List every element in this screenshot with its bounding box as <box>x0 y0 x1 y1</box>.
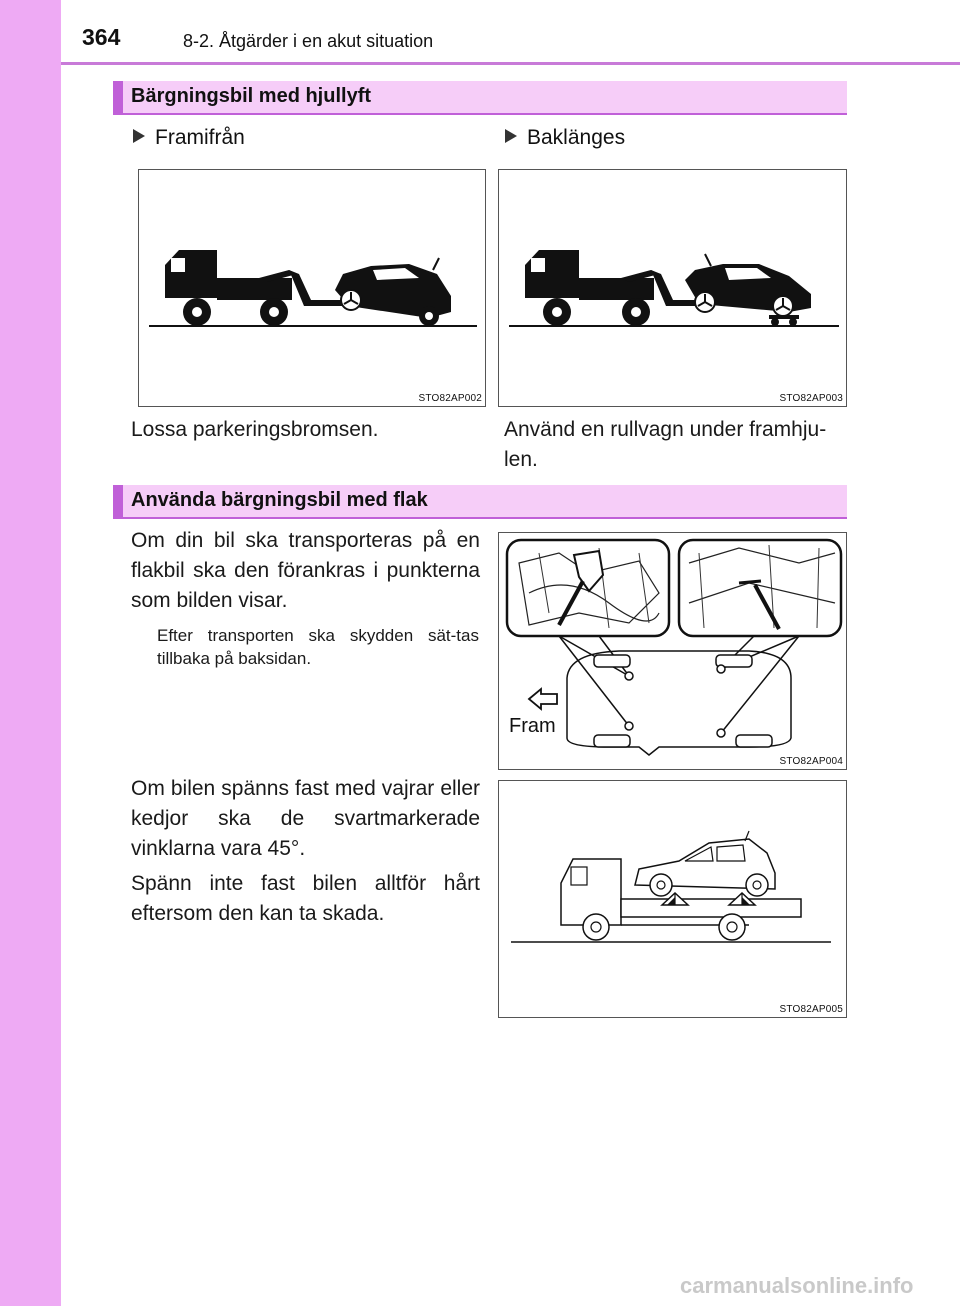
figure-code: STO82AP003 <box>779 393 843 404</box>
figure-flatbed <box>498 780 847 1018</box>
tow-truck-rear-illustration <box>499 170 847 407</box>
bullet-rear <box>505 126 625 150</box>
caption-front: Lossa parkeringsbromsen. <box>131 418 379 441</box>
paragraph-cables: Om bilen spänns fast med vajrar eller kedjor ska de svartmarkerade vinklarna vara 45°. <box>131 777 480 860</box>
tow-truck-front-illustration <box>139 170 486 407</box>
caption-rear: Använd en rullvagn under framhju-len. <box>504 418 827 471</box>
section-heading-wheel-lift <box>113 81 847 115</box>
bullet-front <box>133 126 245 150</box>
bullet-text: Framifrån <box>155 126 245 149</box>
triangle-bullet-icon <box>505 129 517 143</box>
figure-code: STO82AP005 <box>779 1004 843 1015</box>
paragraph-anchor-points: Om din bil ska transporteras på en flakbil ska den förankras i punkterna som bilden visar. <box>131 529 480 612</box>
bullet-text: Baklänges <box>527 126 626 149</box>
front-direction-label: Fram <box>509 715 556 737</box>
header-rule <box>61 62 960 65</box>
figure-code: STO82AP004 <box>779 756 843 767</box>
note-covers: Efter transporten ska skydden sät-tas tillbaka på baksidan. <box>157 626 479 668</box>
section-heading-flatbed <box>113 485 847 519</box>
triangle-bullet-icon <box>133 129 145 143</box>
watermark: carmanualsonline.info <box>680 1273 914 1298</box>
figure-tow-rear <box>498 169 847 407</box>
flatbed-truck-illustration <box>499 781 847 1018</box>
chapter-title: 8-2. Åtgärder i en akut situation <box>183 31 434 51</box>
page-number: 364 <box>82 24 121 50</box>
left-margin-band <box>0 0 61 1306</box>
figure-code: STO82AP002 <box>418 393 482 404</box>
section-heading-text: Använda bärgningsbil med flak <box>131 489 428 511</box>
figure-tow-front <box>138 169 486 407</box>
paragraph-tightening: Spänn inte fast bilen alltför hårt eftersom den kan ta skada. <box>131 872 480 925</box>
figure-anchor-points <box>498 532 847 770</box>
section-heading-text: Bärgningsbil med hjullyft <box>131 85 372 107</box>
